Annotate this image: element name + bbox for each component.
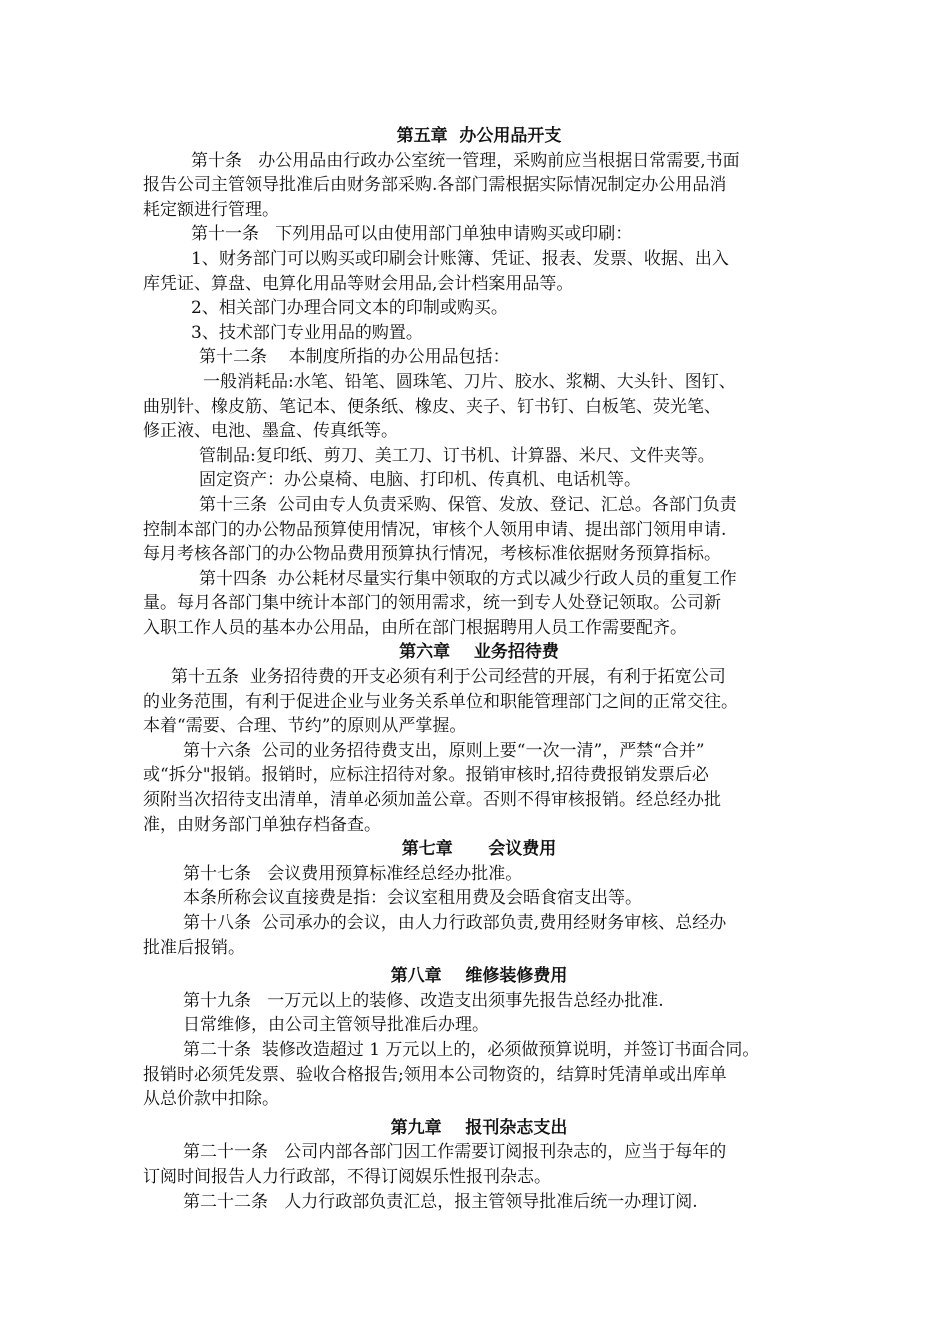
text-line: 日常维修，由公司主管领导批准后办理。 xyxy=(183,1015,489,1036)
text-line: 第十九条 一万元以上的装修、改造支出须事先报告总经办批准. xyxy=(183,990,664,1011)
text-line: 管制品:复印纸、剪刀、美工刀、订书机、计算器、米尺、文件夹等。 xyxy=(199,445,715,466)
text-line: 第二十一条 公司内部各部门因工作需要订阅报刊杂志的，应当于每年的 xyxy=(183,1142,727,1163)
text-line: 修正液、电池、墨盒、传真纸等。 xyxy=(143,421,398,442)
text-line: 2、相关部门办理合同文本的印制或购买。 xyxy=(191,298,508,319)
text-line: 一般消耗品:水笔、铅笔、圆珠笔、刀片、胶水、浆糊、大头针、图钉、 xyxy=(203,371,736,392)
text-line: 量。每月各部门集中统计本部门的领用需求，统一到专人处登记领取。公司新 xyxy=(143,593,721,614)
chapter-heading: 第七章 会议费用 xyxy=(401,839,557,860)
chapter-heading: 第九章 报刊杂志支出 xyxy=(390,1117,568,1138)
text-line: 耗定额进行管理。 xyxy=(143,199,279,220)
text-line: 固定资产：办公桌椅、电脑、打印机、传真机、电话机等。 xyxy=(199,470,641,491)
text-line: 曲别针、橡皮筋、笔记本、便条纸、橡皮、夹子、钉书钉、白板笔、荧光笔、 xyxy=(143,396,721,417)
text-line: 本着“需要、合理、节约”的原则从严掌握。 xyxy=(143,716,467,737)
text-line: 入职工作人员的基本办公用品，由所在部门根据聘用人员工作需要配齐。 xyxy=(143,617,687,638)
text-line: 从总价款中扣除。 xyxy=(143,1089,279,1110)
text-line: 库凭证、算盘、电算化用品等财会用品,会计档案用品等。 xyxy=(143,273,574,294)
document-body xyxy=(143,124,815,1214)
text-line: 订阅时间报告人力行政部，不得订阅娱乐性报刊杂志。 xyxy=(143,1166,551,1187)
text-line: 3、技术部门专业用品的购置。 xyxy=(191,322,423,343)
text-line: 报销时必须凭发票、验收合格报告;领用本公司物资的，结算时凭清单或出库单 xyxy=(143,1064,727,1085)
chapter-heading: 第八章 维修装修费用 xyxy=(390,966,568,987)
text-line: 须附当次招待支出清单，清单必须加盖公章。否则不得审核报销。经总经办批 xyxy=(143,790,721,811)
text-line: 的业务范围，有利于促进企业与业务关系单位和职能管理部门之间的正常交往。 xyxy=(143,691,738,712)
text-line: 本条所称会议直接费是指：会议室租用费及会晤食宿支出等。 xyxy=(183,888,642,909)
chapter-heading: 第五章 办公用品开支 xyxy=(396,126,562,146)
text-line: 1、财务部门可以购买或印刷会计账簿、凭证、报表、发票、收据、出入 xyxy=(191,248,729,269)
text-line: 第十一条 下列用品可以由使用部门单独申请购买或印刷： xyxy=(191,224,633,245)
text-line: 或“拆分"报销。报销时，应标注招待对象。报销审核时,招待费报销发票后必 xyxy=(143,765,709,786)
text-line: 第二十条 装修改造超过 1 万元以上的，必须做预算说明，并签订书面合同。 xyxy=(183,1039,760,1060)
text-line: 准，由财务部门单独存档备查。 xyxy=(143,814,381,835)
text-line: 第十七条 会议费用预算标准经总经办批准。 xyxy=(183,863,523,884)
chapter-heading: 第六章 业务招待费 xyxy=(399,642,559,663)
text-line: 第十条 办公用品由行政办公室统一管理，采购前应当根据日常需要,书面 xyxy=(191,150,740,171)
text-line: 第十八条 公司承办的会议，由人力行政部负责,费用经财务审核、总经办 xyxy=(183,913,727,933)
text-line: 第十三条 公司由专人负责采购、保管、发放、登记、汇总。各部门负责 xyxy=(199,494,737,515)
text-line: 第二十二条 人力行政部负责汇总，报主管领导批准后统一办理订阅. xyxy=(183,1191,698,1212)
text-line: 批准后报销。 xyxy=(143,937,245,958)
text-line: 每月考核各部门的办公物品费用预算执行情况，考核标准依据财务预算指标。 xyxy=(143,544,721,565)
text-line: 报告公司主管领导批准后由财务部采购.各部门需根据实际情况制定办公用品消 xyxy=(143,175,727,196)
text-line: 第十五条 业务招待费的开支必须有利于公司经营的开展，有利于拓宽公司 xyxy=(171,667,726,688)
text-line: 第十二条 本制度所指的办公用品包括： xyxy=(199,347,510,368)
text-line: 第十六条 公司的业务招待费支出，原则上要“一次一清”，严禁“合并” xyxy=(183,740,705,761)
text-line: 第十四条 办公耗材尽量实行集中领取的方式以减少行政人员的重复工作 xyxy=(199,568,737,589)
text-line: 控制本部门的办公物品预算使用情况，审核个人领用申请、提出部门领用申请. xyxy=(143,519,727,540)
